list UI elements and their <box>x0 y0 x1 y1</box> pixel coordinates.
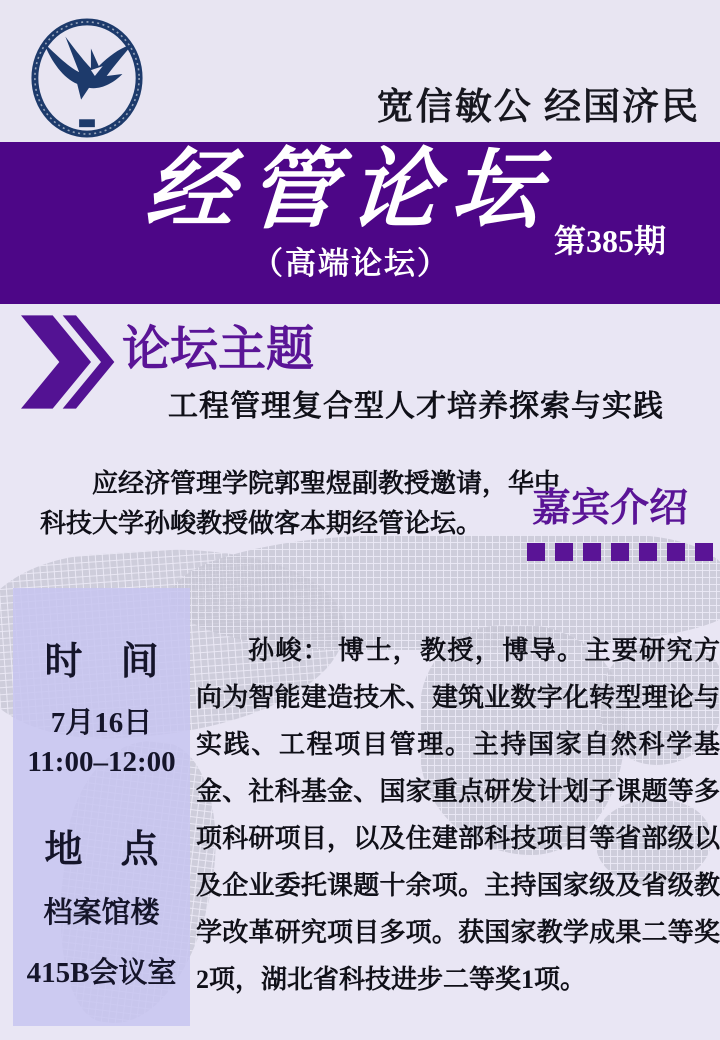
dash-square <box>639 543 657 561</box>
forum-title-calligraphy: 经管论坛 <box>142 143 558 240</box>
schedule-panel <box>13 588 190 1026</box>
dash-square <box>695 543 713 561</box>
topic-section-heading: 论坛主题 <box>122 323 315 376</box>
dash-square <box>583 543 601 561</box>
guest-bio-paragraph: 孙峻： 博士，教授，博导。主要研究方向为智能建造技术、建筑业数字化转型理论与实践、工程项目管理。主持国家自然科学基金、社科基金、国家重点研发计划子课题等多项科研项目，以及住建部科技项目等省部级以及企业委托课题十余项。主持国家级及省级教学改革研究项目多项。获国家教学成果二等奖2项，湖北省科技进步二等奖1项。 <box>196 636 720 994</box>
double-chevron-right-icon <box>16 310 116 414</box>
event-date: 7月16日 <box>50 707 153 739</box>
title-banner <box>0 142 720 304</box>
place-label: 地 点 <box>44 829 159 871</box>
dash-square <box>611 543 629 561</box>
time-label: 时 间 <box>44 641 159 683</box>
university-eagle-emblem-icon <box>28 14 146 140</box>
guest-section-heading: 嘉宾介绍 <box>532 487 689 530</box>
venue-room: 415B会议室 <box>26 957 177 989</box>
dash-square <box>667 543 685 561</box>
issue-number: 第385期 <box>554 223 667 259</box>
dash-square <box>555 543 573 561</box>
venue-building: 档案馆楼 <box>43 897 160 929</box>
header <box>0 0 720 142</box>
dash-square <box>527 543 545 561</box>
dash-decoration-row <box>527 543 720 561</box>
event-time-range: 11:00–12:00 <box>27 746 176 778</box>
school-motto: 宽信敏公 经国济民 <box>376 87 700 128</box>
forum-subtitle: （高端论坛） <box>252 246 450 281</box>
invitation-paragraph: 应经济管理学院郭聖煜副教授邀请，华中科技大学孙峻教授做客本期经管论坛。 <box>40 469 561 538</box>
topic-title: 工程管理复合型人才培养探索与实践 <box>168 390 664 423</box>
